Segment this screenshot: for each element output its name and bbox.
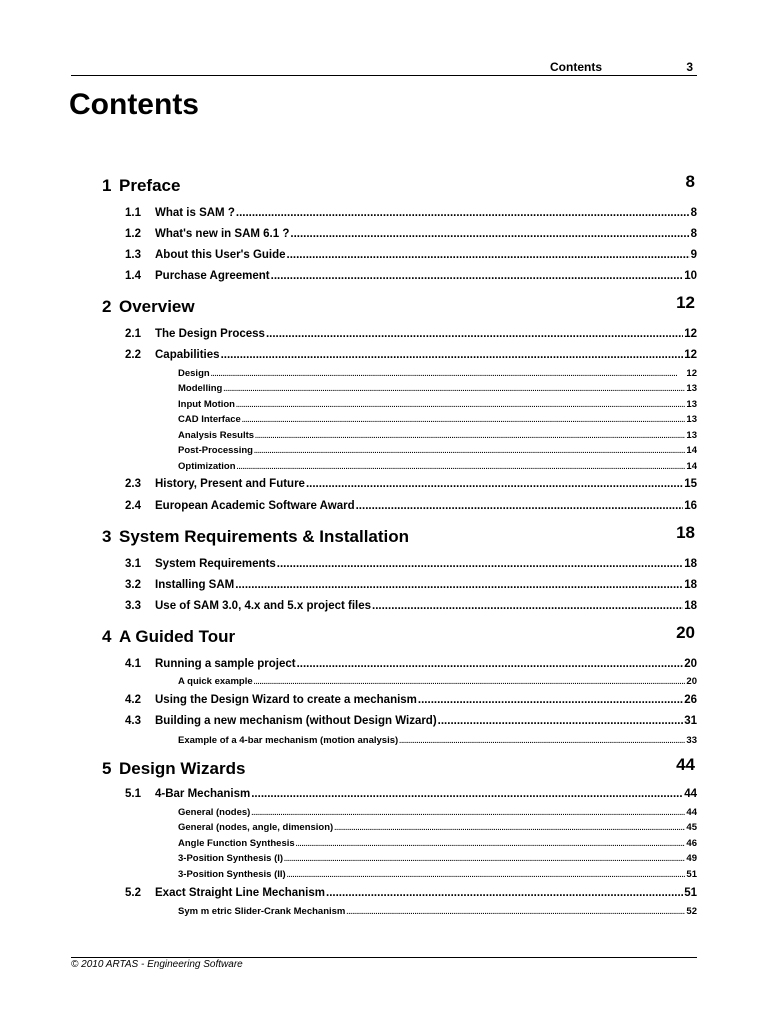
section-number: 3.3 (125, 600, 141, 612)
section-number: 5.1 (125, 788, 141, 800)
dot-leader (326, 886, 683, 900)
section-title: Building a new mechanism (without Design Wizard) (155, 715, 437, 727)
subsection-title: CAD Interface (178, 414, 241, 425)
chapter-page-number: 20 (676, 623, 695, 642)
section-number: 4.3 (125, 715, 141, 727)
toc-subsection[interactable] (178, 675, 697, 689)
section-number: 2.2 (125, 349, 141, 361)
toc-subsection[interactable] (178, 852, 697, 866)
section-number: 1.1 (125, 207, 141, 219)
section-page-number: 15 (684, 478, 697, 490)
subsection-page-number: 49 (686, 853, 697, 864)
subsection-title: Sym m etric Slider-Crank Mechanism (178, 906, 346, 917)
dot-leader (284, 852, 685, 867)
section-page-number: 12 (684, 328, 697, 340)
subsection-title: Analysis Results (178, 430, 255, 441)
toc-section[interactable] (125, 348, 697, 362)
section-title: System Requirements (155, 558, 276, 570)
subsection-page-number: 44 (686, 807, 697, 818)
section-title: Capabilities (155, 349, 220, 361)
section-page-number: 18 (684, 600, 697, 612)
section-number: 1.2 (125, 228, 141, 240)
section-number: 5.2 (125, 887, 141, 899)
dot-leader (235, 578, 683, 592)
section-number: 2.1 (125, 328, 141, 340)
toc-subsection[interactable] (178, 413, 697, 427)
toc-section[interactable] (125, 557, 697, 571)
running-header-title: Contents (550, 60, 602, 74)
section-page-number: 31 (684, 715, 697, 727)
section-title: Exact Straight Line Mechanism (155, 887, 325, 899)
subsection-page-number: 46 (686, 838, 697, 849)
toc-subsection[interactable] (178, 367, 697, 381)
section-page-number: 12 (684, 349, 697, 361)
subsection-title: Post-Processing (178, 445, 253, 456)
subsection-page-number: 13 (686, 383, 697, 394)
chapter-number: 2 (102, 297, 112, 316)
toc-section[interactable] (125, 886, 697, 900)
toc-chapter[interactable] (102, 293, 695, 319)
chapter-number: 3 (102, 527, 112, 546)
section-title: 4-Bar Mechanism (155, 788, 251, 800)
dot-leader (255, 429, 685, 444)
dot-leader (287, 248, 690, 262)
chapter-title: A Guided Tour (119, 627, 236, 646)
subsection-page-number: 13 (686, 430, 697, 441)
toc-section[interactable] (125, 657, 697, 671)
dot-leader (334, 821, 685, 836)
dot-leader (211, 367, 686, 382)
toc-subsection[interactable] (178, 821, 697, 835)
toc-section[interactable] (125, 578, 697, 592)
dot-leader (372, 599, 683, 613)
toc-section[interactable] (125, 269, 697, 283)
subsection-page-number: 33 (686, 735, 697, 746)
toc-subsection[interactable] (178, 429, 697, 443)
toc-section[interactable] (125, 599, 697, 613)
subsection-title: 3-Position Synthesis (I) (178, 853, 284, 864)
toc-section[interactable] (125, 714, 697, 728)
chapter-page-number: 18 (676, 523, 695, 542)
toc-subsection[interactable] (178, 398, 697, 412)
subsection-title: 3-Position Synthesis (II) (178, 869, 286, 880)
section-number: 2.3 (125, 478, 141, 490)
subsection-page-number: 45 (686, 822, 697, 833)
section-page-number: 44 (684, 788, 697, 800)
section-title: Installing SAM (155, 579, 235, 591)
section-title: Use of SAM 3.0, 4.x and 5.x project files (155, 600, 372, 612)
section-title: History, Present and Future (155, 478, 305, 490)
subsection-title: Optimization (178, 461, 236, 472)
toc-subsection[interactable] (178, 460, 697, 474)
section-page-number: 18 (684, 579, 697, 591)
toc-section[interactable] (125, 206, 697, 220)
chapter-title: Design Wizards (119, 759, 246, 778)
toc-section[interactable] (125, 477, 697, 491)
chapter-title: System Requirements & Installation (119, 527, 410, 546)
toc-subsection[interactable] (178, 905, 697, 919)
dot-leader (254, 675, 686, 690)
page-title: Contents (69, 88, 199, 121)
chapter-number: 1 (102, 176, 112, 195)
subsection-page-number: 12 (686, 368, 697, 379)
section-number: 3.2 (125, 579, 141, 591)
subsection-title: Angle Function Synthesis (178, 838, 295, 849)
toc-subsection[interactable] (178, 868, 697, 882)
subsection-title: Modelling (178, 383, 223, 394)
section-page-number: 20 (684, 658, 697, 670)
subsection-page-number: 14 (686, 445, 697, 456)
running-header-page-number: 3 (686, 60, 693, 74)
dot-leader (346, 905, 685, 920)
section-title: The Design Process (155, 328, 265, 340)
dot-leader (242, 413, 686, 428)
section-title: What is SAM ? (155, 207, 235, 219)
toc-section[interactable] (125, 327, 697, 341)
toc-subsection[interactable] (178, 734, 697, 748)
section-title: Purchase Agreement (155, 270, 270, 282)
section-number: 2.4 (125, 500, 141, 512)
dot-leader (287, 868, 686, 883)
dot-leader (399, 734, 685, 749)
section-title: Using the Design Wizard to create a mechanism (155, 694, 417, 706)
subsection-page-number: 14 (686, 461, 697, 472)
subsection-title: General (nodes) (178, 807, 251, 818)
toc-section[interactable] (125, 499, 697, 513)
subsection-title: General (nodes, angle, dimension) (178, 822, 334, 833)
chapter-number: 5 (102, 759, 112, 778)
dot-leader (306, 477, 683, 491)
dot-leader (438, 714, 684, 728)
section-page-number: 10 (684, 270, 697, 282)
dot-leader (254, 444, 685, 459)
section-page-number: 8 (690, 207, 697, 219)
dot-leader (221, 348, 684, 362)
section-title: Running a sample project (155, 658, 296, 670)
toc-chapter[interactable] (102, 172, 695, 198)
toc-section[interactable] (125, 227, 697, 241)
subsection-page-number: 13 (686, 414, 697, 425)
section-title: European Academic Software Award (155, 500, 355, 512)
subsection-page-number: 20 (686, 676, 697, 687)
section-number: 1.4 (125, 270, 141, 282)
chapter-page-number: 8 (685, 172, 695, 191)
dot-leader (297, 657, 684, 671)
toc-chapter[interactable] (102, 523, 695, 549)
subsection-page-number: 13 (686, 399, 697, 410)
toc-subsection[interactable] (178, 444, 697, 458)
footer-copyright: © 2010 ARTAS - Engineering Software (71, 959, 243, 970)
section-page-number: 16 (684, 500, 697, 512)
section-number: 4.2 (125, 694, 141, 706)
chapter-number: 4 (102, 627, 112, 646)
subsection-title: Input Motion (178, 399, 235, 410)
section-page-number: 8 (690, 228, 697, 240)
section-page-number: 51 (684, 887, 697, 899)
dot-leader (251, 806, 685, 821)
section-number: 4.1 (125, 658, 141, 670)
section-number: 1.3 (125, 249, 141, 261)
subsection-title: Example of a 4-bar mechanism (motion analysis) (178, 735, 399, 746)
dot-leader (236, 206, 690, 220)
dot-leader (418, 693, 683, 707)
subsection-page-number: 51 (686, 869, 697, 880)
toc-section[interactable] (125, 787, 697, 801)
dot-leader (266, 327, 683, 341)
toc-subsection[interactable] (178, 837, 697, 851)
section-title: What's new in SAM 6.1 ? (155, 228, 290, 240)
toc-subsection[interactable] (178, 806, 697, 820)
dot-leader (237, 460, 686, 475)
subsection-title: A quick example (178, 676, 253, 687)
subsection-page-number: 52 (686, 906, 697, 917)
dot-leader (356, 499, 684, 513)
dot-leader (290, 227, 689, 241)
dot-leader (236, 398, 685, 413)
dot-leader (251, 787, 683, 801)
toc-chapter[interactable] (102, 755, 695, 781)
section-page-number: 26 (684, 694, 697, 706)
chapter-title: Preface (119, 176, 181, 195)
toc-section[interactable] (125, 693, 697, 707)
toc-subsection[interactable] (178, 382, 697, 396)
dot-leader (277, 557, 683, 571)
dot-leader (296, 837, 686, 852)
section-page-number: 18 (684, 558, 697, 570)
section-number: 3.1 (125, 558, 141, 570)
footer-divider (71, 957, 697, 958)
subsection-title: Design (178, 368, 210, 379)
chapter-title: Overview (119, 297, 195, 316)
running-header (71, 60, 697, 76)
dot-leader (223, 382, 685, 397)
section-title: About this User's Guide (155, 249, 286, 261)
section-page-number: 9 (690, 249, 697, 261)
toc-chapter[interactable] (102, 623, 695, 649)
chapter-page-number: 44 (676, 755, 695, 774)
chapter-page-number: 12 (676, 293, 695, 312)
toc-section[interactable] (125, 248, 697, 262)
dot-leader (271, 269, 684, 283)
